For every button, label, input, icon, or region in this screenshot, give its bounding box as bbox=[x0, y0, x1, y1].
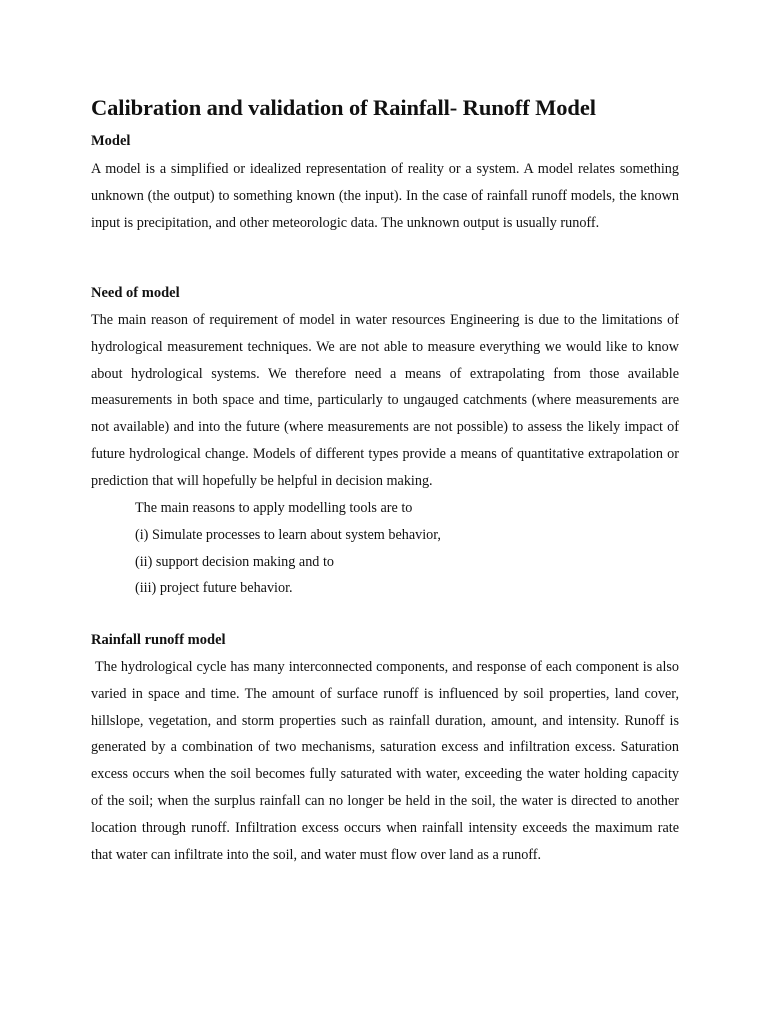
reasons-list-item: (ii) support decision making and to bbox=[135, 553, 334, 570]
section-heading-model: Model bbox=[91, 133, 131, 149]
reasons-list-intro: The main reasons to apply modelling tools are to bbox=[135, 500, 413, 516]
document-title: Calibration and validation of Rainfall- Runoff Model bbox=[91, 95, 596, 120]
section-body-model: A model is a simplified or idealized representation of reality or a system. A model relates something unknown (the output) to something known (the input). In the case of rainfall runoff models, the known input is precipitation, and other meteorologic data. The unknown output is usually runoff. bbox=[91, 161, 679, 231]
reasons-list-item: (i) Simulate processes to learn about system behavior, bbox=[135, 526, 441, 543]
reasons-list-item: (iii) project future behavior. bbox=[135, 580, 293, 597]
section-heading-rainfall-runoff-model: Rainfall runoff model bbox=[91, 632, 226, 648]
section-body-rainfall-runoff-model: The hydrological cycle has many interconnected components, and response of each component is also varied in space and time. The amount of surface runoff is influenced by soil properties, land cover, hillslope, vegetation, and storm properties such as rainfall duration, amount, and intensity. Runoff is generated by a combination of two mechanisms, saturation excess and infiltration excess. Saturation excess occurs when the soil becomes fully saturated with water, exceeding the water holding capacity of the soil; when the surplus rainfall can no longer be held in the soil, the water is directed to another location through runoff. Infiltration excess occurs when rainfall intensity exceeds the maximum rate that water can infiltrate into the soil, and water must flow over land as a runoff. bbox=[91, 659, 683, 863]
section-body-need-of-model: The main reason of requirement of model in water resources Engineering is due to the limitations of hydrological measurement techniques. We are not able to measure everything we would like to know about hydrological systems. We therefore need a means of extrapolating from those available measurements in both space and time, particularly to ungauged catchments (where measurements are not available) and into the future (where measurements are not possible) to assess the likely impact of future hydrological change. Models of different types provide a means of quantitative extrapolation or prediction that will hopefully be helpful in decision making. bbox=[91, 312, 679, 489]
section-heading-need-of-model: Need of model bbox=[91, 285, 180, 301]
reasons-list bbox=[135, 495, 441, 602]
